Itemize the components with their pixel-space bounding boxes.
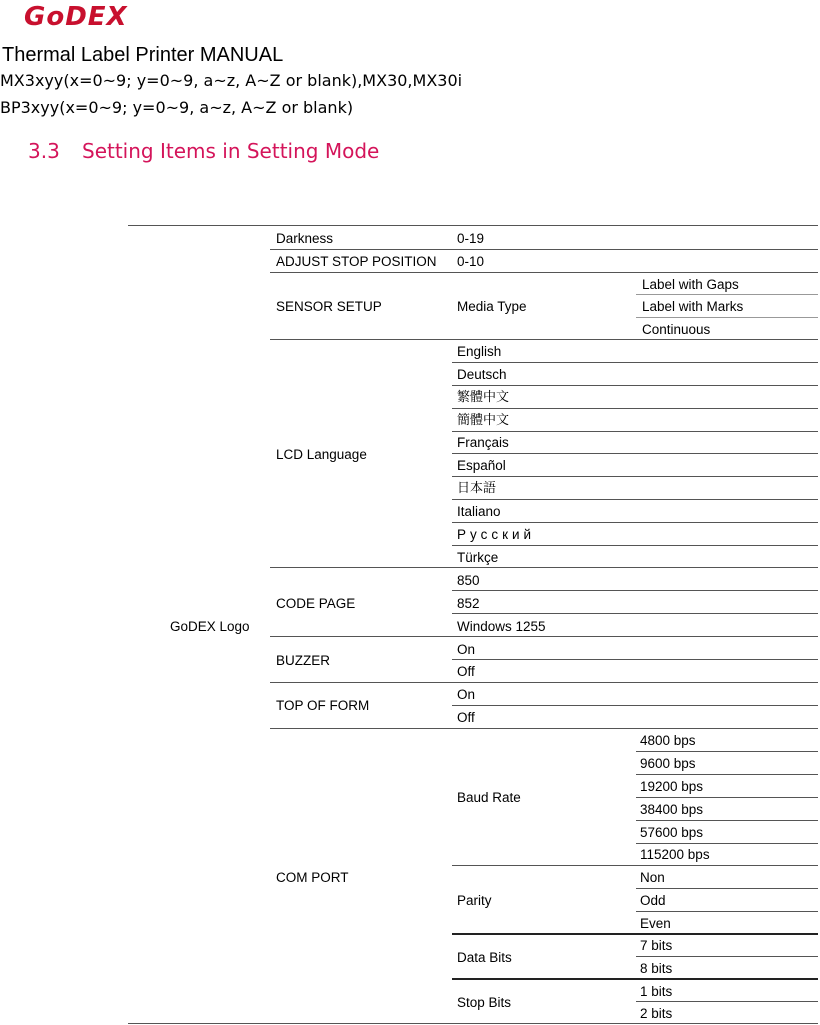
row-rule — [636, 317, 818, 318]
row-rule — [452, 613, 818, 614]
row-rule — [452, 705, 818, 706]
tree-top-rule — [128, 225, 818, 226]
com-port-label: COM PORT — [276, 870, 349, 885]
row-rule — [636, 956, 818, 957]
language-option: Türkçe — [457, 550, 499, 565]
media-type-option: Continuous — [642, 322, 711, 337]
row-rule — [636, 1001, 818, 1002]
row-rule — [270, 728, 818, 729]
stop-bits-option: 2 bits — [640, 1006, 673, 1021]
parity-option: Non — [640, 870, 665, 885]
row-rule — [636, 294, 818, 295]
row-rule — [452, 476, 818, 477]
section-number: 3.3 — [28, 139, 60, 163]
code-page-option: Windows 1255 — [457, 619, 546, 634]
row-rule — [636, 843, 818, 844]
row-rule — [636, 774, 818, 775]
language-option: Français — [457, 435, 509, 450]
row-rule — [636, 820, 818, 821]
menu-root-label: GoDEX Logo — [170, 619, 250, 634]
manual-title: Thermal Label Printer MANUAL — [2, 44, 284, 66]
buzzer-option: On — [457, 642, 476, 657]
tree-bottom-rule — [128, 1023, 818, 1024]
row-rule — [452, 431, 818, 432]
section-heading — [28, 138, 379, 164]
row-rule — [452, 865, 818, 866]
row-rule — [452, 522, 818, 523]
parity-option: Even — [640, 916, 671, 931]
sensor-setup-label: SENSOR SETUP — [276, 299, 382, 314]
data-bits-option: 7 bits — [640, 938, 673, 953]
code-page-option: 850 — [457, 573, 480, 588]
row-rule — [452, 659, 818, 660]
row-rule — [452, 499, 818, 500]
adjust-stop-value: 0-10 — [457, 254, 485, 269]
baud-rate-option: 38400 bps — [640, 802, 704, 817]
row-rule — [636, 911, 818, 912]
row-rule — [636, 751, 818, 752]
language-option: 簡體中文 — [457, 413, 510, 428]
row-rule — [452, 978, 818, 980]
stop-bits-option: 1 bits — [640, 984, 673, 999]
baud-rate-option: 57600 bps — [640, 825, 704, 840]
data-bits-option: 8 bits — [640, 961, 673, 976]
top-of-form-option: On — [457, 687, 476, 702]
lcd-language-label: LCD Language — [276, 447, 367, 462]
row-rule — [452, 408, 818, 409]
baud-rate-option: 115200 bps — [640, 847, 710, 862]
language-option: 繁體中文 — [457, 390, 510, 405]
darkness-value: 0-19 — [457, 231, 485, 246]
row-rule — [270, 249, 818, 250]
row-rule — [636, 888, 818, 889]
language-option: 日本語 — [457, 481, 497, 496]
language-option: Italiano — [457, 504, 501, 519]
media-type-option: Label with Marks — [642, 299, 744, 314]
data-bits-label: Data Bits — [457, 950, 512, 965]
top-of-form-label: TOP OF FORM — [276, 698, 370, 713]
row-rule — [270, 567, 818, 568]
row-rule — [270, 636, 818, 637]
stop-bits-label: Stop Bits — [457, 995, 512, 1010]
buzzer-label: BUZZER — [276, 653, 330, 668]
parity-option: Odd — [640, 893, 666, 908]
baud-rate-label: Baud Rate — [457, 790, 521, 805]
row-rule — [636, 797, 818, 798]
parity-label: Parity — [457, 893, 492, 908]
baud-rate-option: 19200 bps — [640, 779, 704, 794]
media-type-label: Media Type — [457, 299, 527, 314]
row-rule — [270, 339, 818, 340]
code-page-label: CODE PAGE — [276, 596, 356, 611]
baud-rate-option: 9600 bps — [640, 756, 696, 771]
language-option: Русский — [457, 527, 536, 542]
media-type-option: Label with Gaps — [642, 277, 739, 292]
row-rule — [452, 933, 818, 935]
language-option: Deutsch — [457, 367, 507, 382]
row-rule — [452, 385, 818, 386]
buzzer-option: Off — [457, 664, 475, 679]
code-page-option: 852 — [457, 596, 480, 611]
top-of-form-option: Off — [457, 710, 475, 725]
row-rule — [452, 545, 818, 546]
row-rule — [452, 362, 818, 363]
models-line-1: MX3xyy(x=0~9; y=0~9, a~z, A~Z or blank),MX30,MX30i — [0, 71, 463, 90]
adjust-stop-label: ADJUST STOP POSITION — [276, 254, 437, 269]
darkness-label: Darkness — [276, 231, 334, 246]
models-line-2: BP3xyy(x=0~9; y=0~9, a~z, A~Z or blank) — [0, 98, 354, 117]
section-title: Setting Items in Setting Mode — [82, 139, 380, 163]
language-option: English — [457, 344, 502, 359]
language-option: Español — [457, 458, 506, 473]
godex-logo: GoDEX — [24, 2, 128, 32]
row-rule — [452, 453, 818, 454]
row-rule — [270, 272, 818, 273]
row-rule — [270, 682, 818, 683]
baud-rate-option: 4800 bps — [640, 733, 696, 748]
row-rule — [452, 590, 818, 591]
